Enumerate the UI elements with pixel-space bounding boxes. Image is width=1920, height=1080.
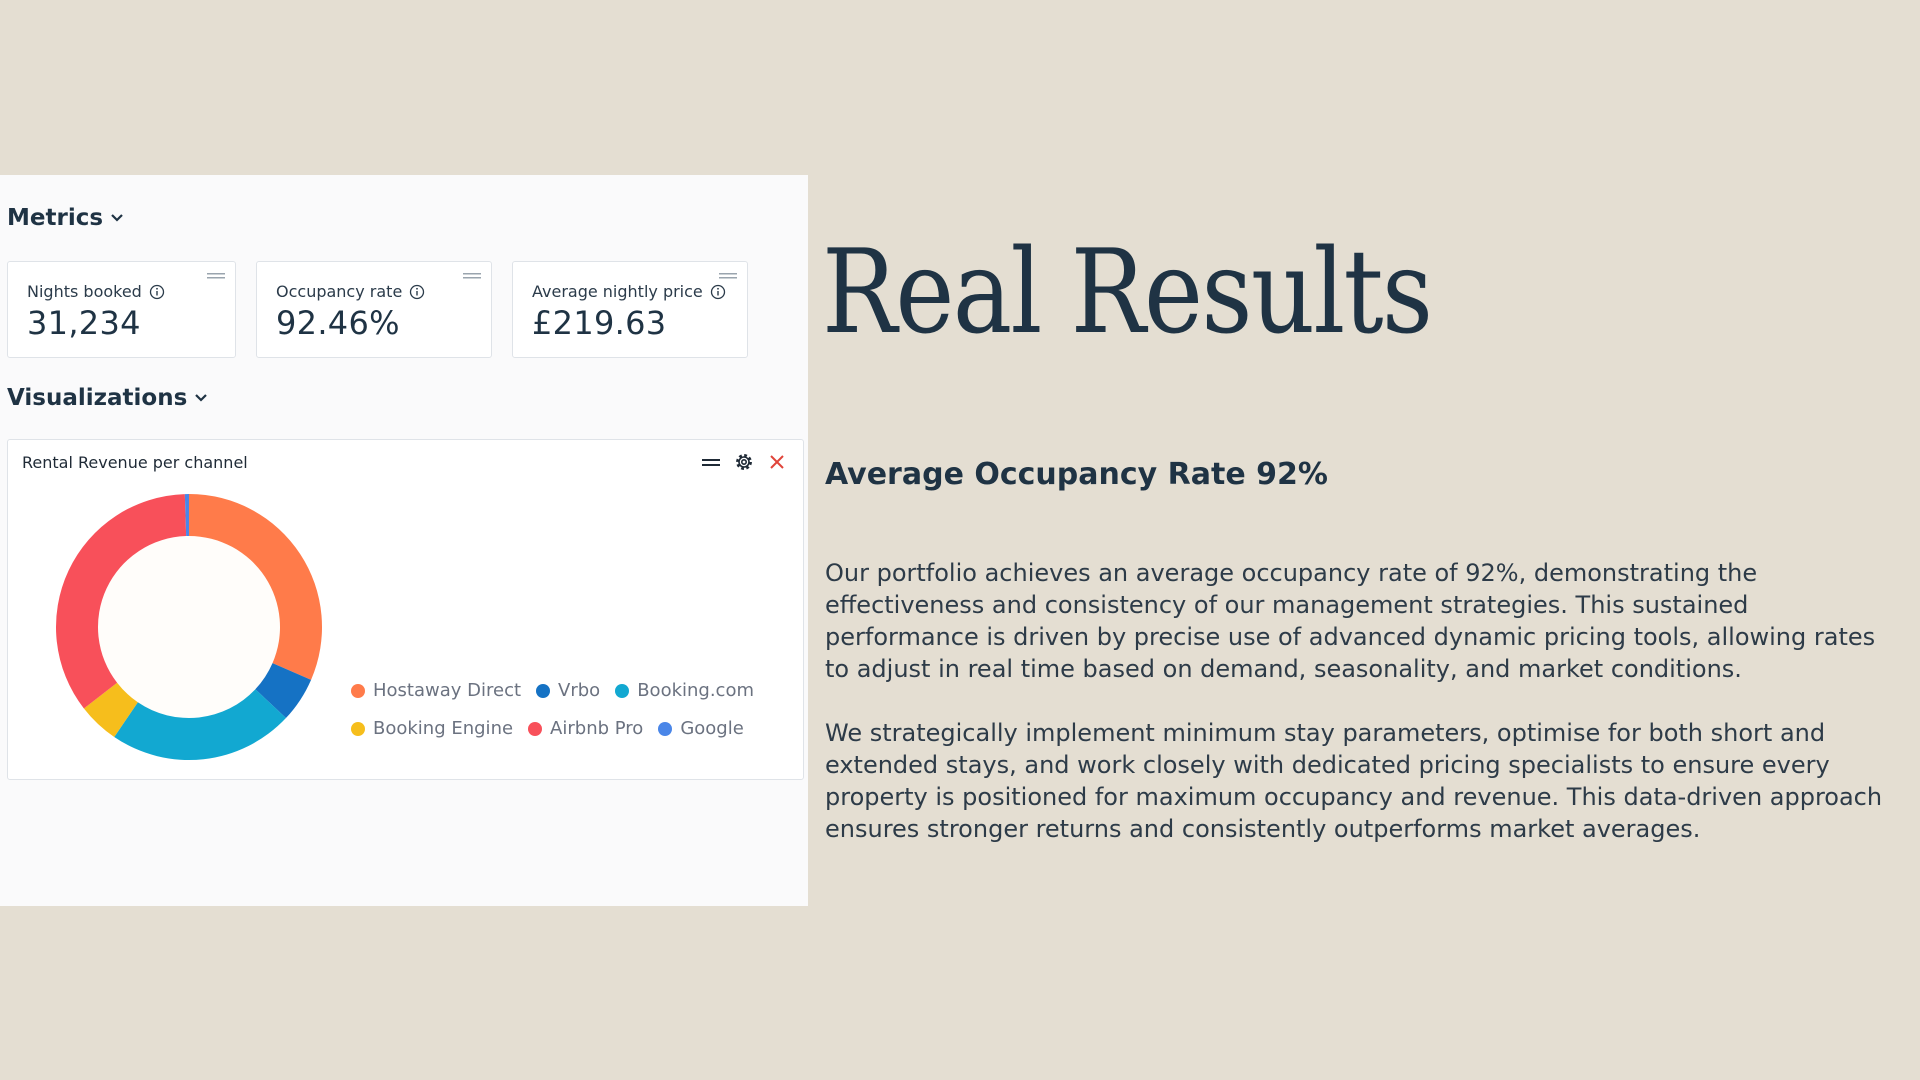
drag-handle-icon[interactable] xyxy=(719,272,737,280)
legend-item-google[interactable] xyxy=(658,718,743,739)
metric-value: 31,234 xyxy=(27,304,141,342)
metric-value: £219.63 xyxy=(532,304,667,342)
legend-label: Booking.com xyxy=(637,680,755,701)
gear-icon[interactable] xyxy=(734,452,754,472)
legend-label: Google xyxy=(680,718,744,739)
drag-handle-icon[interactable] xyxy=(701,452,721,472)
legend-label: Vrbo xyxy=(558,680,601,701)
widget-title: Rental Revenue per channel xyxy=(22,453,248,472)
legend-swatch xyxy=(536,684,550,698)
legend-item-hostaway-direct[interactable] xyxy=(351,680,521,701)
metric-card-average-nightly-price xyxy=(512,261,748,358)
visualizations-section-toggle[interactable] xyxy=(7,385,209,411)
legend-swatch xyxy=(658,722,672,736)
dashboard-panel xyxy=(0,175,808,906)
legend-swatch xyxy=(528,722,542,736)
legend-swatch xyxy=(351,684,365,698)
legend-label: Airbnb Pro xyxy=(550,718,644,739)
metrics-section-toggle[interactable] xyxy=(7,205,125,231)
drag-handle-icon[interactable] xyxy=(207,272,225,280)
legend-label: Booking Engine xyxy=(373,718,514,739)
paragraph-2: We strategically implement minimum stay parameters, optimise for both short and extended stays, and work closely with dedicated pricing specialists to ensure every property is positioned for maximum occupancy and revenue. This data-driven approach ensures stronger returns and consistently outperforms market averages. xyxy=(825,719,1883,843)
visualizations-heading: Visualizations xyxy=(7,385,188,411)
legend-label: Hostaway Direct xyxy=(373,680,522,701)
revenue-chart-widget xyxy=(7,439,804,780)
chevron-down-icon xyxy=(109,210,125,226)
info-icon[interactable] xyxy=(710,284,726,300)
metric-value: 92.46% xyxy=(276,304,400,342)
metric-card-nights-booked xyxy=(7,261,236,358)
legend-item-booking-engine[interactable] xyxy=(351,718,513,739)
donut-chart xyxy=(54,492,324,762)
page-headline: Real Results xyxy=(822,225,1432,360)
info-icon[interactable] xyxy=(409,284,425,300)
drag-handle-icon[interactable] xyxy=(463,272,481,280)
legend-item-vrbo[interactable] xyxy=(536,680,600,701)
metric-label: Average nightly price xyxy=(532,282,703,301)
close-icon[interactable] xyxy=(767,452,787,472)
chevron-down-icon xyxy=(193,390,209,406)
metrics-heading: Metrics xyxy=(7,205,104,231)
subheadline: Average Occupancy Rate 92% xyxy=(825,457,1328,492)
metric-label: Occupancy rate xyxy=(276,282,403,301)
legend-swatch xyxy=(351,722,365,736)
paragraph-1: Our portfolio achieves an average occupancy rate of 92%, demonstrating the effectiveness and consistency of our management strategies. This sustained performance is driven by precise use of advanced dynamic pricing tools, allowing rates to adjust in real time based on demand, seasonality, and market conditions. xyxy=(825,559,1876,683)
info-icon[interactable] xyxy=(149,284,165,300)
legend-item-booking-com[interactable] xyxy=(615,680,754,701)
legend-swatch xyxy=(615,684,629,698)
legend-item-airbnb-pro[interactable] xyxy=(528,718,643,739)
metric-card-occupancy-rate xyxy=(256,261,492,358)
chart-legend xyxy=(339,670,771,760)
metric-label: Nights booked xyxy=(27,282,142,301)
